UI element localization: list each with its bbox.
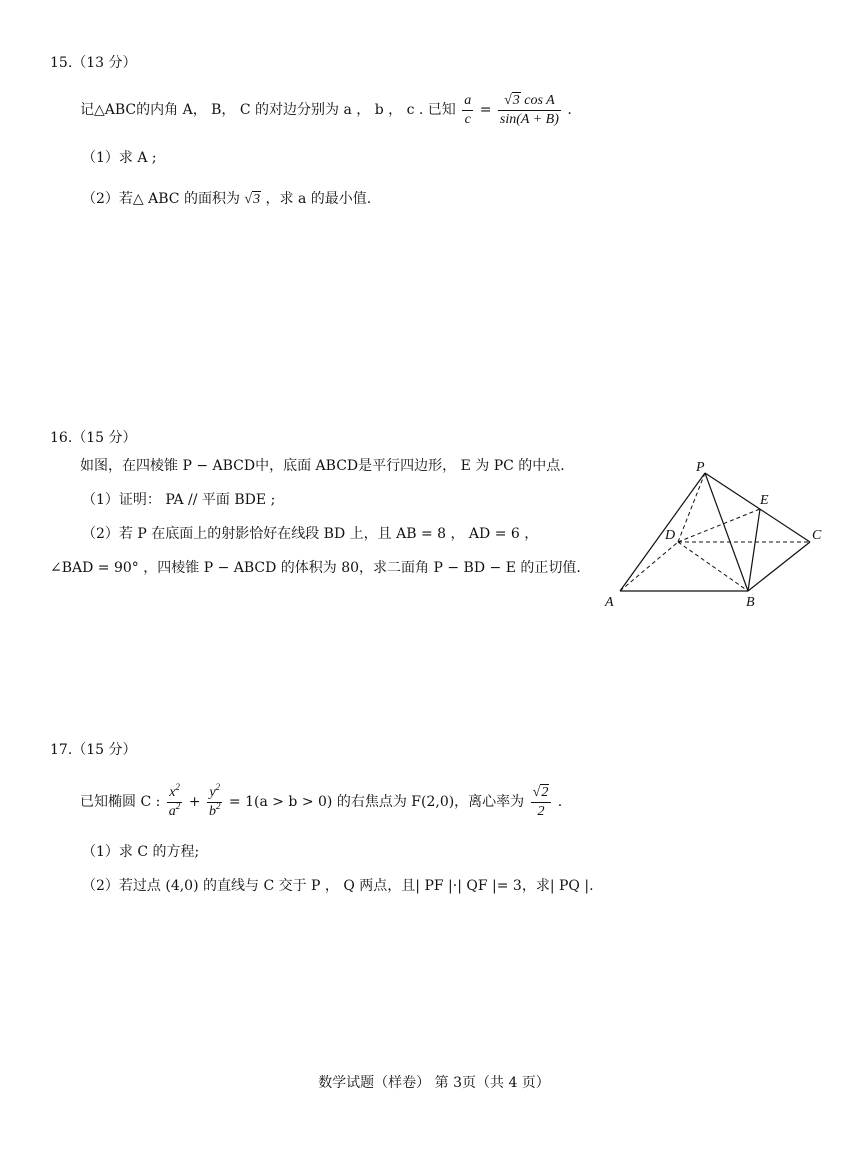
q16-header: 16.（15 分） <box>50 430 137 446</box>
label-d: D <box>665 528 676 543</box>
q15-header: 15.（13 分） <box>50 55 137 71</box>
q15-frac-right: $\frac{\text{√3 cos A}}{\sin(A + B)}$ <box>499 92 559 127</box>
q15-equals: = <box>479 102 492 118</box>
edge-ad <box>620 542 678 591</box>
q16-part2-line1: （2）若 P 在底面上的射影恰好在线段 BD 上，且 AB = 8 ， AD = 6 ， <box>82 526 539 542</box>
q17-frac-y: $\frac{y^2}{b^2}$ <box>208 781 221 819</box>
q16-line1: 如图，在四棱锥 P − ABCD中，底面 ABCD是平行四边形， E 为 PC 的中点. <box>80 458 565 474</box>
label-b: B <box>746 595 755 610</box>
edge-pd <box>678 473 705 542</box>
label-a: A <box>605 595 614 610</box>
q15-end: . <box>567 102 572 118</box>
edge-pc <box>705 473 810 542</box>
label-c: C <box>812 528 822 543</box>
q17-part1: （1）求 C 的方程; <box>82 844 200 860</box>
q17-frac-x: $\frac{x^2}{a^2}$ <box>168 781 181 819</box>
q17-stem: 已知椭圆 C : $\frac{x^2}{a^2}$ + $\frac{y^2}{b^2}$ = 1(a > b > 0) 的右焦点为 F(2,0)，离心率为 $\frac{√2}{2}$ . <box>80 781 563 819</box>
q15-frac-a-over-c: $\frac{a}{c}$ <box>464 92 472 127</box>
q17-part2: （2）若过点 (4,0) 的直线与 C 交于 P ， Q 两点，且| PF |·| QF |= 3，求| PQ |. <box>82 878 594 894</box>
edge-pa <box>620 473 705 591</box>
q17-header: 17.（15 分） <box>50 742 137 758</box>
q16-part2-line2: ∠BAD = 90° ，四棱锥 P − ABCD 的体积为 80，求二面角 P − BD − E 的正切值. <box>50 560 581 576</box>
page-footer: 数学试题（样卷） 第 3页（共 4 页） <box>318 1075 550 1091</box>
q15-part2: （2）若△ ABC 的面积为 √3 ，求 a 的最小值. <box>82 191 372 207</box>
q17-frac-e: $\frac{√2}{2}$ <box>531 784 552 821</box>
q16-part1: （1）证明： PA // 平面 BDE ; <box>82 492 276 508</box>
label-e: E <box>760 493 769 508</box>
q15-part1: （1）求 A ; <box>82 150 157 166</box>
q15-stem-text: 记△ABC的内角 A， B， C 的对边分别为 a ， b ， c . 已知 <box>80 102 456 118</box>
edge-bc <box>748 542 810 591</box>
edge-db <box>678 542 748 591</box>
pyramid-figure <box>600 455 840 615</box>
q15-stem <box>80 88 572 132</box>
edge-de <box>678 509 760 542</box>
edge-pb <box>705 473 748 591</box>
edge-be <box>748 509 760 591</box>
label-p: P <box>696 460 705 475</box>
